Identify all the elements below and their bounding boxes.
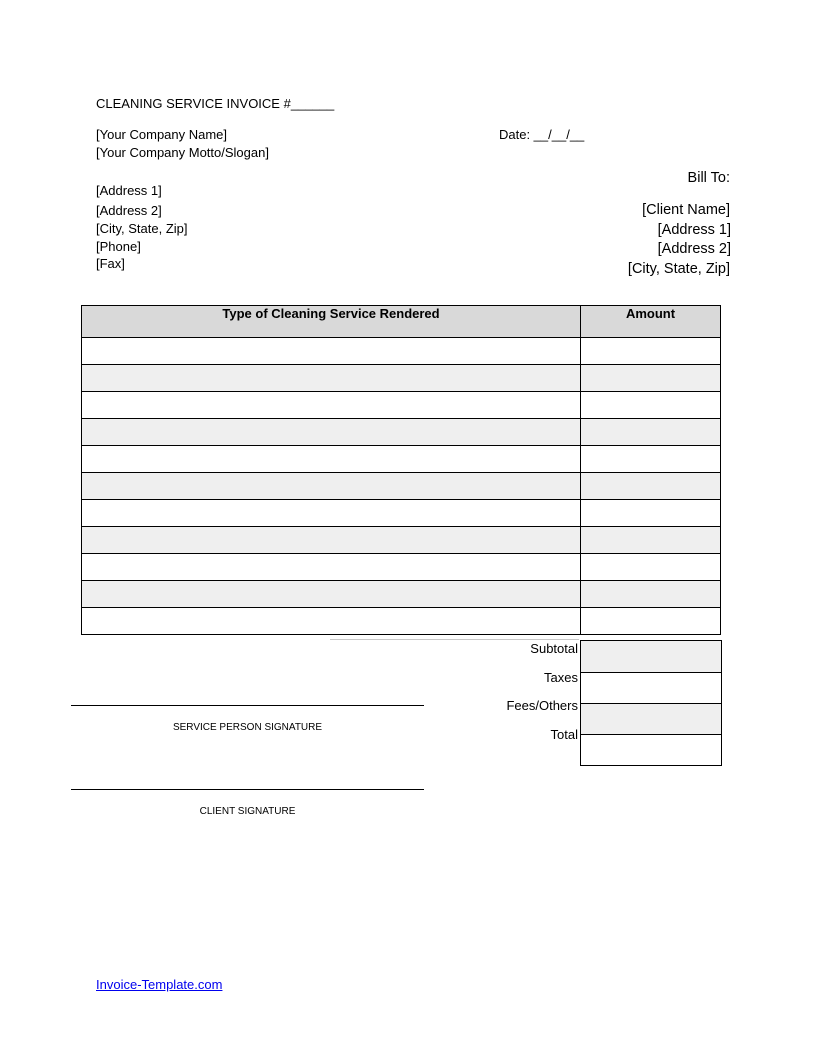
service-cell[interactable]	[82, 608, 581, 635]
amount-cell[interactable]	[581, 527, 721, 554]
company-address-2: [Address 2]	[96, 203, 162, 218]
date-field: Date: __/__/__	[499, 127, 585, 142]
client-name: [Client Name]	[642, 202, 730, 218]
service-cell[interactable]	[82, 527, 581, 554]
service-cell[interactable]	[82, 338, 581, 365]
services-table	[81, 305, 721, 635]
company-fax: [Fax]	[96, 256, 125, 271]
amount-column-header: Amount	[581, 306, 721, 338]
table-row	[82, 392, 721, 419]
client-signature-line[interactable]	[71, 789, 424, 790]
client-city-state-zip: [City, State, Zip]	[627, 261, 730, 277]
total-value[interactable]	[581, 735, 722, 766]
table-row	[82, 419, 721, 446]
table-row	[82, 581, 721, 608]
amount-cell[interactable]	[581, 365, 721, 392]
table-row	[82, 608, 721, 635]
amount-cell[interactable]	[581, 581, 721, 608]
amount-cell[interactable]	[581, 608, 721, 635]
table-row	[82, 554, 721, 581]
total-label: Total	[550, 727, 578, 742]
amount-cell[interactable]	[581, 338, 721, 365]
service-cell[interactable]	[82, 365, 581, 392]
amount-cell[interactable]	[581, 473, 721, 500]
amount-cell[interactable]	[581, 500, 721, 527]
invoice-template-link[interactable]: Invoice-Template.com	[96, 977, 223, 992]
table-row	[82, 473, 721, 500]
service-cell[interactable]	[82, 581, 581, 608]
service-cell[interactable]	[82, 392, 581, 419]
invoice-title: CLEANING SERVICE INVOICE #______	[96, 96, 335, 111]
company-address-1: [Address 1]	[96, 183, 162, 198]
client-address-2: [Address 2]	[657, 241, 731, 257]
amount-cell[interactable]	[581, 419, 721, 446]
amount-cell[interactable]	[581, 392, 721, 419]
service-signature-label: SERVICE PERSON SIGNATURE	[172, 722, 323, 733]
fees-value[interactable]	[581, 704, 722, 735]
taxes-label: Taxes	[544, 670, 578, 685]
service-signature-line[interactable]	[71, 705, 424, 706]
company-phone: [Phone]	[96, 239, 141, 254]
client-address-1: [Address 1]	[657, 222, 731, 238]
table-row	[82, 527, 721, 554]
taxes-value[interactable]	[581, 673, 722, 704]
service-column-header: Type of Cleaning Service Rendered	[82, 306, 581, 338]
company-city-state-zip: [City, State, Zip]	[96, 221, 188, 236]
fees-label: Fees/Others	[506, 698, 578, 713]
subtotal-value[interactable]	[581, 641, 722, 673]
table-bottom-faint-border	[330, 639, 579, 640]
services-header-row	[82, 306, 721, 338]
company-name: [Your Company Name]	[96, 127, 228, 142]
table-row	[82, 500, 721, 527]
company-motto: [Your Company Motto/Slogan]	[96, 145, 269, 160]
client-signature-label: CLIENT SIGNATURE	[199, 806, 296, 817]
bill-to-label: Bill To:	[687, 170, 730, 186]
table-row	[82, 338, 721, 365]
amount-cell[interactable]	[581, 446, 721, 473]
amount-cell[interactable]	[581, 554, 721, 581]
service-cell[interactable]	[82, 419, 581, 446]
totals-table	[580, 640, 722, 766]
table-row	[82, 446, 721, 473]
service-cell[interactable]	[82, 500, 581, 527]
service-cell[interactable]	[82, 473, 581, 500]
service-cell[interactable]	[82, 446, 581, 473]
service-cell[interactable]	[82, 554, 581, 581]
table-row	[82, 365, 721, 392]
subtotal-label: Subtotal	[530, 641, 578, 656]
